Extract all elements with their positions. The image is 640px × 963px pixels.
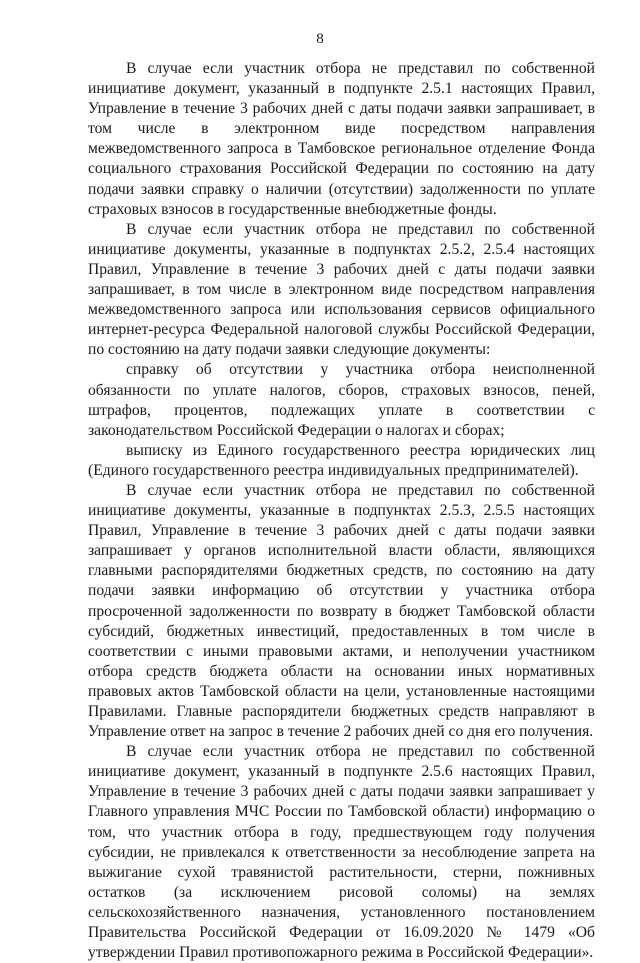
paragraph-emergency-ministry-request: В случае если участник отбора не представил по собственной инициативе документ, указанный в подпункте 2.5.6 настоящих Правил, Управление в течение 3 рабочих дней с даты подачи заявки запрашивает у Главного управления МЧС России по Тамбовской области) информацию о том, что участник отбора в году, предшествующем году получения субсидии, не привлекался к ответственности за несоблюдение запрета на выжигание сухой травянистой растительности, стерни, пожнивных остатков (за исключением рисовой соломы) на землях сельскохозяйственного назначения, установленного постановлением Правительства Российской Федерации от 16.09.2020 № 1479 «Об утверждении Правил противопожарного режима в Российской Федерации». — [88, 743, 595, 962]
paragraph-registry-extract-item: выписку из Единого государственного реестра юридических лиц (Единого государственного реестра индивидуальных предпринимателей). — [88, 441, 595, 479]
paragraph-insurance-contributions-request: В случае если участник отбора не представил по собственной инициативе документ, указанный в подпункте 2.5.1 настоящих Правил, Управление в течение 3 рабочих дней с даты подачи заявки запрашивает, в том числе в электронном виде посредством направления межведомственного запроса в Тамбовское региональное отделение Фонда социального страхования Российской Федерации по состоянию на дату подачи заявки справку о наличии (отсутствии) задолженности по уплате страховых взносов в государственные внебюджетные фонды. — [88, 60, 595, 218]
document-body — [88, 59, 595, 963]
paragraph-budget-debt-request: В случае если участник отбора не представил по собственной инициативе документы, указанные в подпунктах 2.5.3, 2.5.5 настоящих Правил, Управление в течение 3 рабочих дней с даты подачи заявки запрашивает у органов исполнительной власти области, являющихся главными распорядителями бюджетных средств, по состоянию на дату подачи заявки информацию об отсутствии у участника отбора просроченной задолженности по возврату в бюджет Тамбовской области субсидий, бюджетных инвестиций, предоставленных в том числе в соответствии с иными правовыми актами, и неполучении участником отбора средств бюджета области на основании иных нормативных правовых актов Тамбовской области на цели, установленные настоящими Правилами. Главные распорядители бюджетных средств направляют в Управление ответ на запрос в течение 2 рабочих дней со дня его получения. — [88, 481, 595, 741]
paragraph-tax-service-request: В случае если участник отбора не представил по собственной инициативе документы, указанные в подпунктах 2.5.2, 2.5.4 настоящих Правил, Управление в течение 3 рабочих дней с даты подачи заявки запрашивает, в том числе в электронном виде посредством направления межведомственного запроса или использования сервисов официального интернет-ресурса Федеральной налоговой службы Российской Федерации, по состоянию на дату подачи заявки следующие документы: — [88, 220, 595, 359]
paragraph-tax-certificate-item: справку об отсутствии у участника отбора неисполненной обязанности по уплате налогов, сборов, страховых взносов, пеней, штрафов, процентов, подлежащих уплате в соответствии с законодательством Российской Федерации о налогах и сборах; — [88, 361, 595, 439]
page-number: 8 — [316, 31, 324, 47]
